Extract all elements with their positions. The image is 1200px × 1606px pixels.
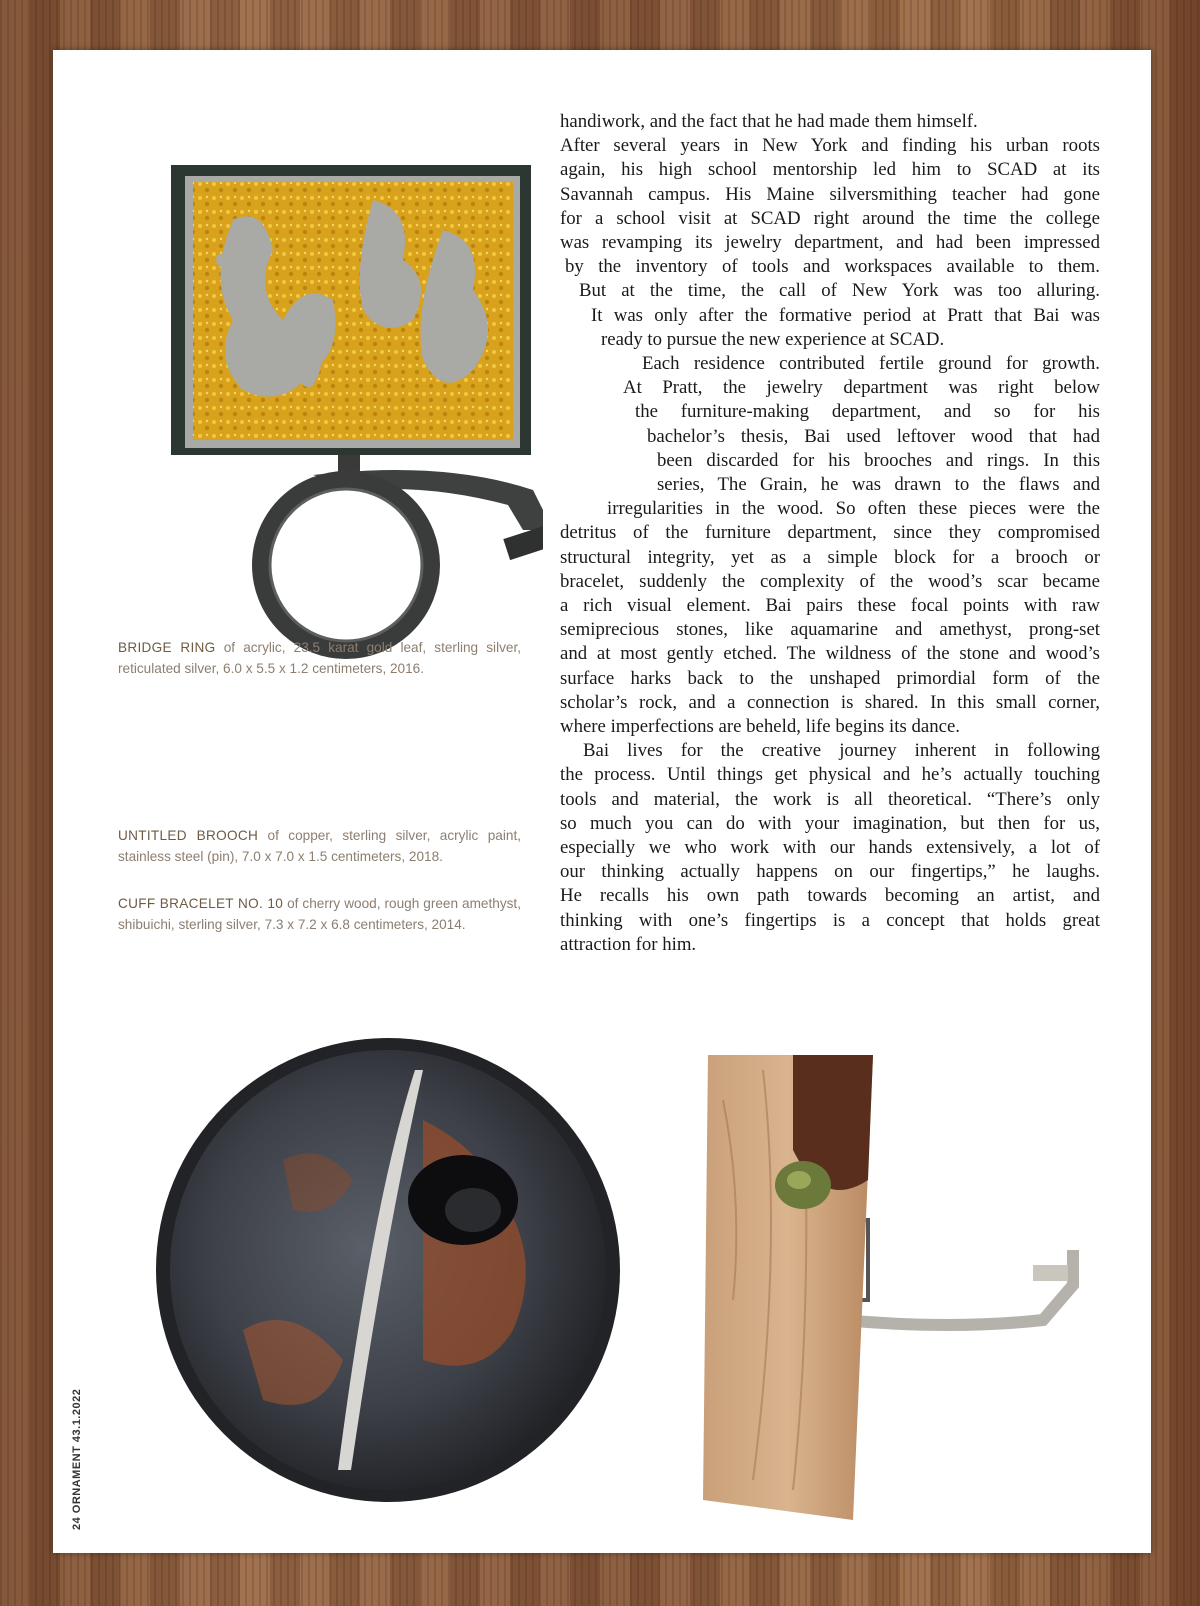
body-line: But at the time, the call of New York was too alluring. xyxy=(579,280,1100,302)
bridge-ring-caption-title: BRIDGE RING xyxy=(118,640,216,655)
bridge-ring-caption-text: of acrylic, 23.5 karat gold leaf, sterling silver, reticulated silver, 6.0 x 5.5 x 1.2 centimeters, 2016. xyxy=(118,640,521,676)
body-line: Savannah campus. His Maine silversmithing teacher had gone xyxy=(560,183,1100,205)
body-line: bracelet, suddenly the complexity of the wood’s scar became xyxy=(560,570,1100,592)
body-line: scholar’s rock, and a connection is shared. In this small corner, xyxy=(560,691,1100,713)
body-line: where imperfections are beheld, life begins its dance. xyxy=(560,716,960,737)
brooch-caption-title: UNTITLED BROOCH xyxy=(118,828,259,843)
brooch-caption-text: of copper, sterling silver, acrylic paint, stainless steel (pin), 7.0 x 7.0 x 1.5 centimeters, 2018. xyxy=(118,828,521,864)
body-line: bachelor’s thesis, Bai used leftover wood that had xyxy=(647,425,1100,447)
body-line: At Pratt, the jewelry department was right below xyxy=(623,377,1100,399)
body-line: After several years in New York and finding his urban roots xyxy=(560,135,1100,157)
cuff-caption-text: of cherry wood, rough green amethyst, shibuichi, sterling silver, 7.3 x 7.2 x 6.8 centimeters, 2014. xyxy=(118,896,521,932)
magazine-page xyxy=(53,50,1151,1553)
body-line: for a school visit at SCAD right around the time the college xyxy=(560,207,1100,229)
body-line: the process. Until things get physical and he’s actually touching xyxy=(560,764,1100,786)
body-line: handiwork, and the fact that he had made them himself. xyxy=(560,111,978,132)
page-folio: 24 ORNAMENT 43.1.2022 xyxy=(71,1388,83,1530)
body-line: the furniture-making department, and so for his xyxy=(635,401,1100,423)
body-line: Bai lives for the creative journey inherent in following xyxy=(583,740,1100,762)
body-line: semiprecious stones, like aquamarine and amethyst, prong-set xyxy=(560,619,1100,641)
body-line: been discarded for his brooches and rings. In this xyxy=(657,449,1100,471)
body-line: attraction for him. xyxy=(560,933,697,955)
body-line: It was only after the formative period at Pratt that Bai was xyxy=(591,304,1100,326)
body-line: detritus of the furniture department, since they compromised xyxy=(560,522,1100,544)
article-body xyxy=(53,50,1151,1050)
body-line: Each residence contributed fertile ground for growth. xyxy=(642,353,1100,374)
cuff-bracelet-photo xyxy=(653,1000,1123,1520)
body-line: was revamping its jewelry department, and had been impressed xyxy=(560,232,1100,253)
body-line: thinking with one’s fingertips is a concept that holds great xyxy=(560,909,1100,931)
body-line: again, his high school mentorship led him to SCAD at its xyxy=(560,159,1100,181)
body-line: ready to pursue the new experience at SCAD. xyxy=(601,328,945,350)
body-line: by the inventory of tools and workspaces available to them. xyxy=(565,256,1100,278)
body-line: tools and material, the work is all theoretical. “There’s only xyxy=(560,788,1100,810)
body-line: surface harks back to the unshaped primordial form of the xyxy=(560,667,1100,689)
body-line: our thinking actually happens on our fingertips,” he laughs. xyxy=(560,861,1100,883)
body-line: series, The Grain, he was drawn to the flaws and xyxy=(657,474,1100,495)
cuff-caption-title: CUFF BRACELET NO. 10 xyxy=(118,896,284,911)
body-line: especially we who work with our hands extensively, a lot of xyxy=(560,837,1100,858)
body-line: structural integrity, yet as a simple block for a brooch or xyxy=(560,546,1100,568)
body-line: He recalls his own path towards becoming an artist, and xyxy=(560,885,1100,907)
body-line: irregularities in the wood. So often these pieces were the xyxy=(607,498,1100,520)
body-line: a rich visual element. Bai pairs these focal points with raw xyxy=(560,595,1100,616)
body-line: so much you can do with your imagination, but then for us, xyxy=(560,812,1100,834)
body-line: and at most gently etched. The wildness of the stone and wood’s xyxy=(560,643,1100,665)
untitled-brooch-photo xyxy=(123,1000,653,1520)
